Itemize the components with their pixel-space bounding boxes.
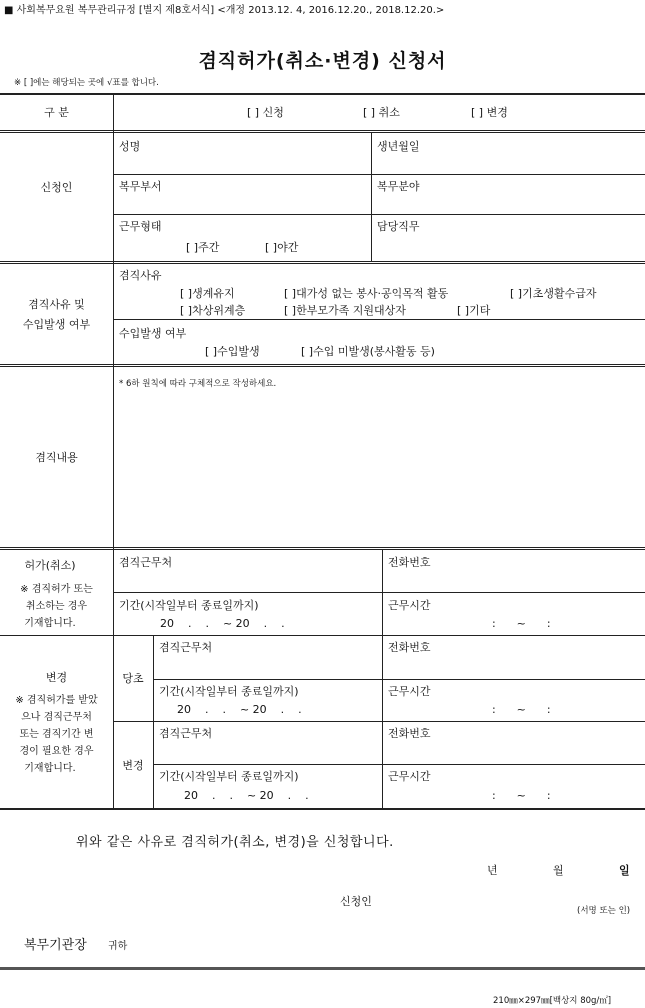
permit-period-label: 기간(시작일부터 종료일까지) — [119, 599, 259, 612]
table-top-border — [0, 93, 645, 95]
original-hours-label: 근무시간 — [388, 685, 431, 698]
change-note: 기재합니다. — [24, 763, 76, 774]
changed-period-label: 기간(시작일부터 종료일까지) — [159, 770, 299, 783]
option-cancel[interactable]: [ ] 취소 — [363, 106, 400, 119]
label-column-border — [113, 93, 114, 808]
divider — [153, 679, 645, 680]
footer-rule — [0, 967, 645, 970]
divider — [113, 214, 645, 215]
form-title: 겸직허가(취소·변경) 신청서 — [198, 50, 447, 72]
divider — [113, 319, 645, 320]
permit-note: 기재합니다. — [24, 618, 76, 629]
applicant-label: 신청인 — [40, 181, 73, 194]
category-label: 구 분 — [44, 106, 69, 119]
change-note: ※ 겸직허가를 받았 — [15, 695, 98, 706]
original-phone-label: 전화번호 — [388, 641, 431, 654]
day-label: 일 — [619, 864, 630, 877]
column-divider — [153, 635, 154, 808]
changed-phone-label: 전화번호 — [388, 727, 431, 740]
field-label: 복무분야 — [377, 180, 420, 193]
change-note: 으나 겸직근무처 — [21, 712, 92, 723]
permit-hours-value[interactable]: : ~ : — [492, 617, 551, 630]
column-divider — [371, 132, 372, 261]
changed-period-value[interactable]: 20 . . ~ 20 . . — [184, 789, 309, 802]
permit-label: 허가(취소) — [24, 559, 76, 572]
permit-workplace-label: 겸직근무처 — [119, 556, 173, 569]
divider — [0, 132, 645, 133]
original-workplace-label: 겸직근무처 — [159, 641, 213, 654]
option-apply[interactable]: [ ] 신청 — [247, 106, 284, 119]
divider — [0, 130, 645, 131]
opt-other[interactable]: [ ]기타 — [457, 304, 491, 317]
permit-note: 취소하는 경우 — [25, 601, 88, 612]
changed-hours-value[interactable]: : ~ : — [492, 789, 551, 802]
income-no-option[interactable]: [ ]수입 미발생(봉사활동 등) — [301, 345, 435, 358]
option-change[interactable]: [ ] 변경 — [471, 106, 508, 119]
content-input-area[interactable] — [115, 395, 641, 545]
table-bottom-border — [0, 808, 645, 810]
divider — [113, 174, 645, 175]
divider — [0, 549, 645, 550]
changed-workplace-label: 겸직근무처 — [159, 727, 213, 740]
reason-title: 겸직사유 — [119, 269, 162, 282]
original-hours-value[interactable]: : ~ : — [492, 703, 551, 716]
content-hint: * 6하 원칙에 따라 구체적으로 작성하세요. — [119, 379, 277, 389]
signature-note: (서명 또는 인) — [577, 906, 631, 916]
recipient-label: 복무기관장 — [24, 938, 87, 953]
opt-near-poverty[interactable]: [ ]차상위계층 — [180, 304, 246, 317]
application-statement: 위와 같은 사유로 겸직허가(취소, 변경)을 신청합니다. — [76, 835, 394, 850]
column-divider — [382, 635, 383, 808]
divider — [0, 364, 645, 365]
changed-label: 변경 — [122, 759, 144, 772]
permit-period-value[interactable]: 20 . . ~ 20 . . — [160, 617, 285, 630]
column-divider — [382, 549, 383, 635]
birth-label: 생년월일 — [377, 140, 420, 153]
work-day-option[interactable]: [ ]주간 — [186, 241, 220, 254]
reason-label-line2: 수입발생 여부 — [22, 318, 91, 331]
applicant-sign-label: 신청인 — [340, 895, 372, 908]
regulation-header: ■ 사회복무요원 복무관리규정 [별지 제8호서식] <개정 2013.12. 4, 2016.12.20., 2018.12.20.> — [4, 5, 445, 16]
dept-label: 복무부서 — [119, 180, 162, 193]
original-label: 당초 — [122, 672, 144, 685]
income-yes-option[interactable]: [ ]수입발생 — [205, 345, 260, 358]
paper-spec: 210㎜×297㎜[백상지 80g/㎡] — [493, 996, 612, 1006]
permit-phone-label: 전화번호 — [388, 556, 431, 569]
change-note: 경이 필요한 경우 — [19, 746, 94, 757]
original-period-label: 기간(시작일부터 종료일까지) — [159, 685, 299, 698]
original-period-value[interactable]: 20 . . ~ 20 . . — [177, 703, 302, 716]
divider — [0, 635, 645, 636]
change-note: 또는 겸직기간 변 — [19, 729, 94, 740]
divider — [113, 721, 645, 722]
name-label: 성명 — [119, 140, 141, 153]
permit-note: ※ 겸직허가 또는 — [20, 584, 93, 595]
permit-hours-label: 근무시간 — [388, 599, 431, 612]
income-title: 수입발생 여부 — [119, 327, 187, 340]
duty-label: 담당직무 — [377, 220, 420, 233]
recipient-honorific: 귀하 — [108, 941, 128, 952]
changed-hours-label: 근무시간 — [388, 770, 431, 783]
content-label: 겸직내용 — [35, 451, 78, 464]
divider — [153, 764, 645, 765]
year-label: 년 — [487, 864, 498, 877]
divider — [0, 547, 645, 548]
divider — [0, 261, 645, 262]
check-note: ※ [ ]에는 해당되는 곳에 √표를 합니다. — [14, 78, 159, 88]
opt-volunteer[interactable]: [ ]대가성 없는 봉사·공익목적 활동 — [284, 287, 449, 300]
work-night-option[interactable]: [ ]야간 — [265, 241, 299, 254]
opt-living[interactable]: [ ]생계유지 — [180, 287, 235, 300]
divider — [0, 263, 645, 264]
reason-label-line1: 겸직사유 및 — [28, 298, 85, 311]
change-label: 변경 — [45, 671, 68, 684]
divider — [113, 592, 645, 593]
work-type-label: 근무형태 — [119, 220, 162, 233]
opt-single-parent[interactable]: [ ]한부모가족 지원대상자 — [284, 304, 406, 317]
divider — [0, 366, 645, 367]
month-label: 월 — [553, 864, 564, 877]
opt-basic-living[interactable]: [ ]기초생활수급자 — [510, 287, 597, 300]
